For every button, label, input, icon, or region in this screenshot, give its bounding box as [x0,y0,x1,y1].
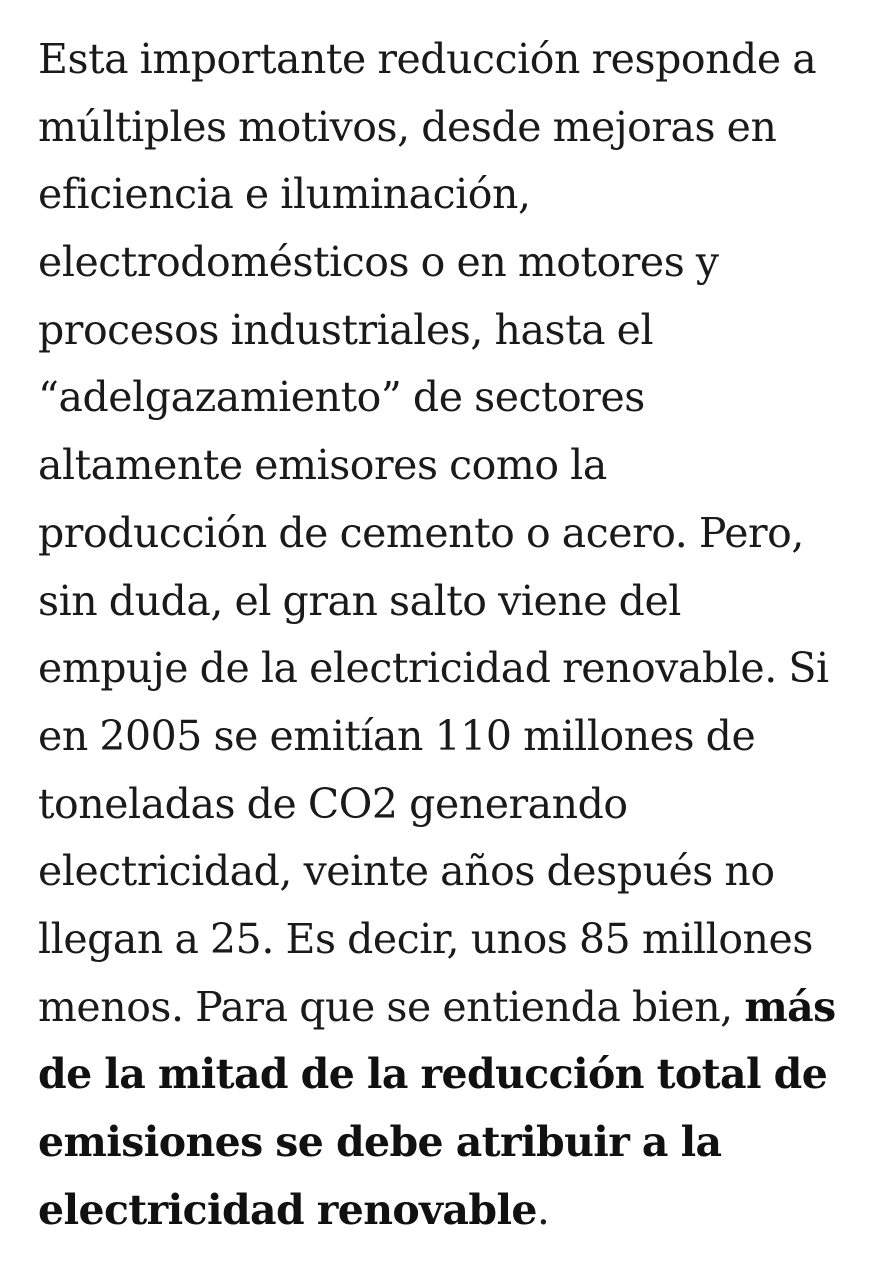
paragraph-line: múltiples motivos, desde mejoras en [38,102,777,151]
paragraph-line: eficiencia e iluminación, [38,170,531,219]
paragraph-line: toneladas de CO2 generando [38,779,628,828]
paragraph-line: empuje de la electricidad renovable. Si [38,644,829,693]
paragraph-line: producción de cemento o acero. Pero, [38,508,804,557]
paragraph-line: Esta importante reducción responde a [38,35,817,83]
final-period: . [536,1185,550,1234]
emphasis-text: más [744,982,836,1031]
emphasis-line: emisiones se debe atribuir a la [38,1118,722,1166]
paragraph-line: electrodomésticos o en motores y [38,238,719,287]
paragraph-line-end [38,1177,868,1245]
paragraph-line: sin duda, el gran salto viene del [38,576,681,625]
emphasis-text: electricidad renovable [38,1185,537,1234]
paragraph-line: en 2005 se emitían 110 millones de [38,711,756,760]
paragraph-line: electricidad, veinte años después no [38,847,775,896]
paragraph-text: menos. Para que se entienda bien, [38,982,745,1031]
paragraph-line-mixed [38,974,868,1042]
paragraph-line: altamente emisores como la [38,441,607,490]
paragraph-line: llegan a 25. Es decir, unos 85 millones [38,914,813,963]
article-paragraph [38,26,868,1244]
paragraph-line: procesos industriales, hasta el [38,305,654,354]
paragraph-line: “adelgazamiento” de sectores [38,373,645,422]
emphasis-line: de la mitad de la reducción total de [38,1050,828,1099]
